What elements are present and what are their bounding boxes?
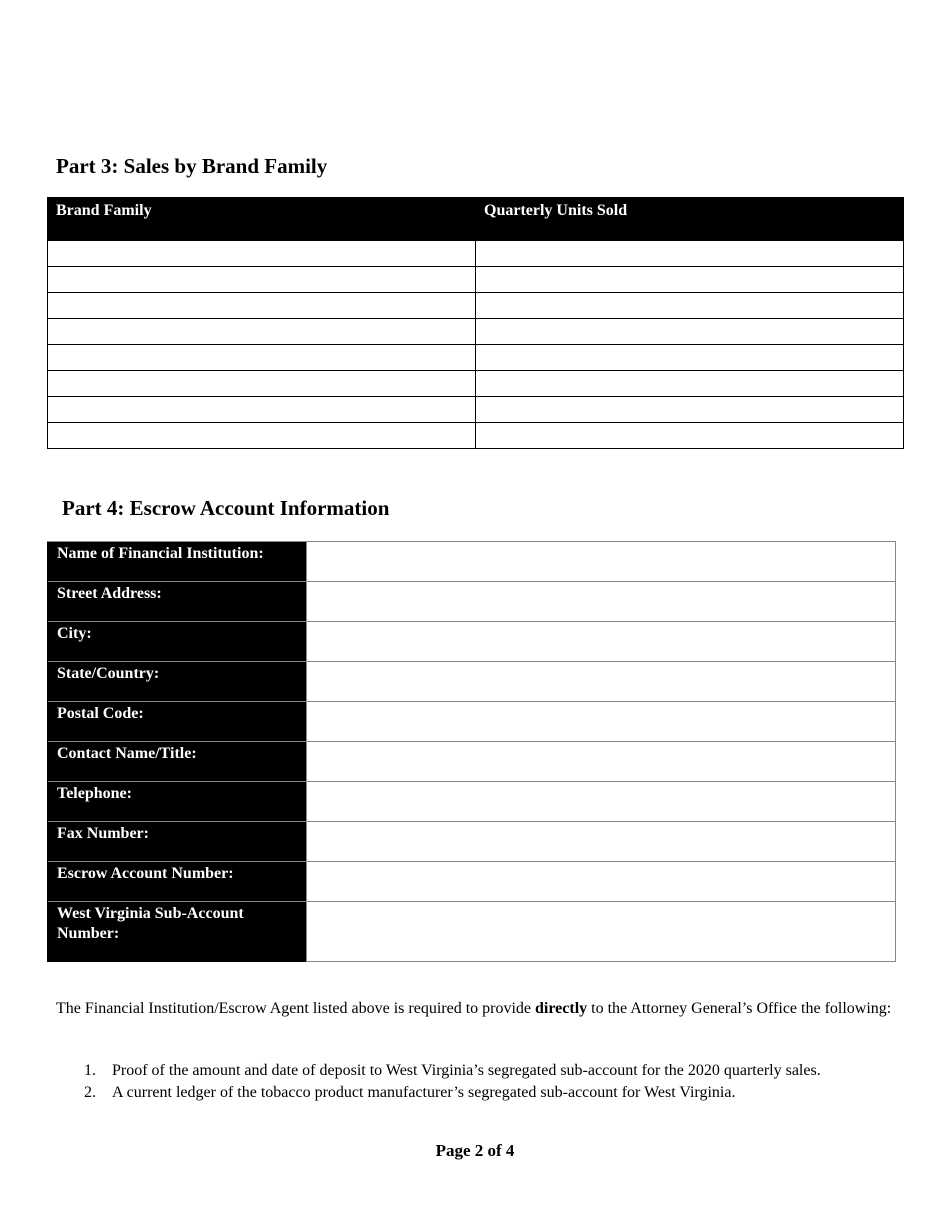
brand-family-cell[interactable] [48,397,476,423]
quarterly-units-cell[interactable] [476,241,904,267]
street-address-label: Street Address: [48,582,307,622]
page-number: Page 2 of 4 [435,1141,515,1160]
escrow-info-table [47,541,896,962]
instructions-text-after: to the Attorney General’s Office the following: [587,1000,892,1017]
escrow-field-row [48,822,896,862]
postal-code-field[interactable] [307,702,896,742]
table-row [48,345,904,371]
table-row [48,423,904,449]
brand-family-cell[interactable] [48,345,476,371]
contact-name-title-label: Contact Name/Title: [48,742,307,782]
escrow-account-number-field[interactable] [307,862,896,902]
city-label: City: [48,622,307,662]
escrow-field-row [48,862,896,902]
postal-code-label: Postal Code: [48,702,307,742]
brand-family-column-header: Brand Family [48,198,476,241]
escrow-field-row [48,782,896,822]
table-row [48,371,904,397]
escrow-field-row [48,662,896,702]
brand-family-cell[interactable] [48,319,476,345]
state-country-field[interactable] [307,662,896,702]
street-address-field[interactable] [307,582,896,622]
table-row [48,293,904,319]
brand-table-header-row [48,198,904,241]
table-row [48,319,904,345]
instructions-paragraph [56,998,896,1020]
financial-institution-label: Name of Financial Institution: [48,542,307,582]
requirements-list [84,1060,904,1104]
quarterly-units-cell[interactable] [476,371,904,397]
quarterly-units-cell[interactable] [476,397,904,423]
brand-family-cell[interactable] [48,241,476,267]
part4-heading: Part 4: Escrow Account Information [62,496,390,520]
brand-family-cell[interactable] [48,267,476,293]
brand-family-table [47,197,904,449]
city-field[interactable] [307,622,896,662]
wv-sub-account-number-field[interactable] [307,902,896,962]
escrow-field-row [48,622,896,662]
telephone-field[interactable] [307,782,896,822]
state-country-label: State/Country: [48,662,307,702]
escrow-field-row [48,902,896,962]
table-row [48,267,904,293]
quarterly-units-cell[interactable] [476,293,904,319]
part3-heading: Part 3: Sales by Brand Family [56,154,328,178]
instructions-emphasis: directly [535,1000,588,1017]
fax-number-label: Fax Number: [48,822,307,862]
table-row [48,241,904,267]
quarterly-units-column-header: Quarterly Units Sold [476,198,904,241]
list-item-number: 1. [84,1062,96,1079]
quarterly-units-cell[interactable] [476,319,904,345]
list-item [84,1082,904,1104]
telephone-label: Telephone: [48,782,307,822]
wv-sub-account-number-label: West Virginia Sub-Account Number: [48,902,307,962]
list-item-text: Proof of the amount and date of deposit to West Virginia’s segregated sub-account for the 2020 quarterly sales. [112,1062,821,1079]
escrow-field-row [48,582,896,622]
escrow-field-row [48,542,896,582]
financial-institution-field[interactable] [307,542,896,582]
escrow-field-row [48,742,896,782]
escrow-account-number-label: Escrow Account Number: [48,862,307,902]
escrow-field-row [48,702,896,742]
instructions-text-before: The Financial Institution/Escrow Agent listed above is required to provide [56,1000,536,1017]
brand-family-cell[interactable] [48,371,476,397]
quarterly-units-cell[interactable] [476,345,904,371]
quarterly-units-cell[interactable] [476,423,904,449]
list-item-text: A current ledger of the tobacco product manufacturer’s segregated sub-account for West Virginia. [112,1084,736,1101]
brand-family-cell[interactable] [48,423,476,449]
list-item-number: 2. [84,1084,96,1101]
brand-family-cell[interactable] [48,293,476,319]
table-row [48,397,904,423]
contact-name-title-field[interactable] [307,742,896,782]
list-item [84,1060,904,1082]
quarterly-units-cell[interactable] [476,267,904,293]
fax-number-field[interactable] [307,822,896,862]
